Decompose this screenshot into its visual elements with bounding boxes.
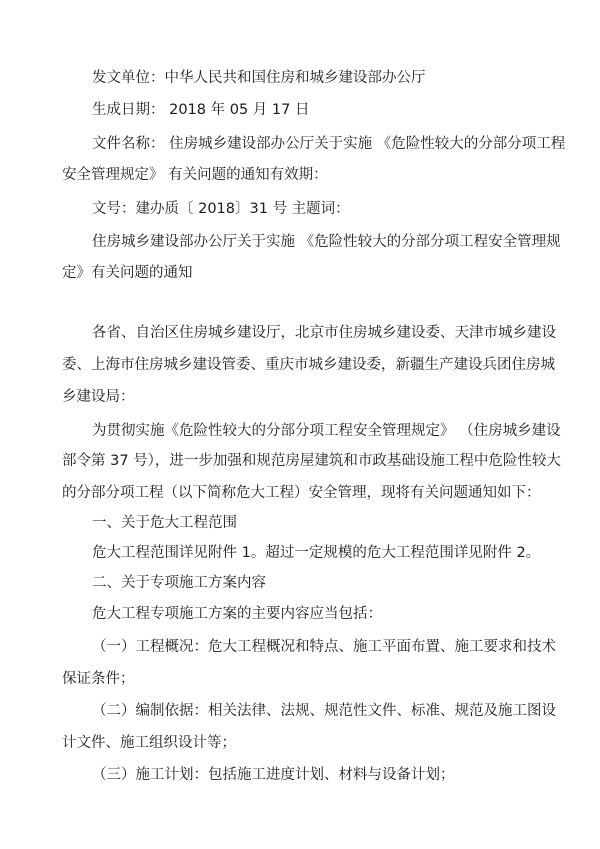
list-item-continued: 保证条件； bbox=[62, 671, 135, 687]
section-heading: 一、关于危大工程范围 bbox=[92, 515, 237, 531]
body-paragraph-line: 危大工程专项施工方案的主要内容应当包括： bbox=[92, 606, 382, 622]
file-name-line: 文件名称： 住房城乡建设部办公厅关于实施 《危险性较大的分部分项工程 bbox=[92, 136, 566, 152]
list-item-continued: 计文件、施工组织设计等； bbox=[62, 735, 236, 751]
list-item: （二）编制依据：相关法律、法规、规范性文件、标准、规范及施工图设 bbox=[92, 703, 556, 719]
body-paragraph-line: 为贯彻实施《危险性较大的分部分项工程安全管理规定》 （住房城乡建设 bbox=[92, 423, 561, 439]
addressee-line: 各省、自治区住房城乡建设厅，北京市住房城乡建设委、天津市城乡建设 bbox=[92, 325, 556, 341]
addressee-line: 乡建设局： bbox=[62, 389, 135, 405]
list-item: （一）工程概况：危大工程概况和特点、施工平面布置、施工要求和技术 bbox=[92, 639, 556, 655]
body-paragraph-line: 部令第 37 号），进一步加强和规范房屋建筑和市政基础设施工程中危险性较大 bbox=[62, 453, 561, 469]
file-name-continued: 安全管理规定》 有关问题的通知有效期： bbox=[62, 167, 328, 183]
body-paragraph-line: 危大工程范围详见附件 1。超过一定规模的危大工程范围详见附件 2。 bbox=[92, 545, 541, 561]
list-item: （三）施工计划：包括施工进度计划、材料与设备计划； bbox=[92, 767, 455, 783]
body-paragraph-line: 的分部分项工程（以下简称危大工程）安全管理，现将有关问题通知如下： bbox=[62, 485, 541, 501]
document-number-line: 文号：建办质〔 2018〕31 号 主题词： bbox=[92, 201, 350, 217]
addressee-line: 委、上海市住房城乡建设管委、重庆市城乡建设委，新疆生产建设兵团住房城 bbox=[62, 357, 555, 373]
issuing-unit-line: 发文单位：中华人民共和国住房和城乡建设部办公厅 bbox=[92, 70, 426, 86]
section-heading: 二、关于专项施工方案内容 bbox=[92, 575, 266, 591]
generation-date-line: 生成日期： 2018 年 05 月 17 日 bbox=[92, 102, 310, 118]
notice-title-continued: 定》有关问题的通知 bbox=[62, 265, 193, 281]
notice-title-line: 住房城乡建设部办公厅关于实施 《危险性较大的分部分项工程安全管理规 bbox=[92, 234, 561, 250]
